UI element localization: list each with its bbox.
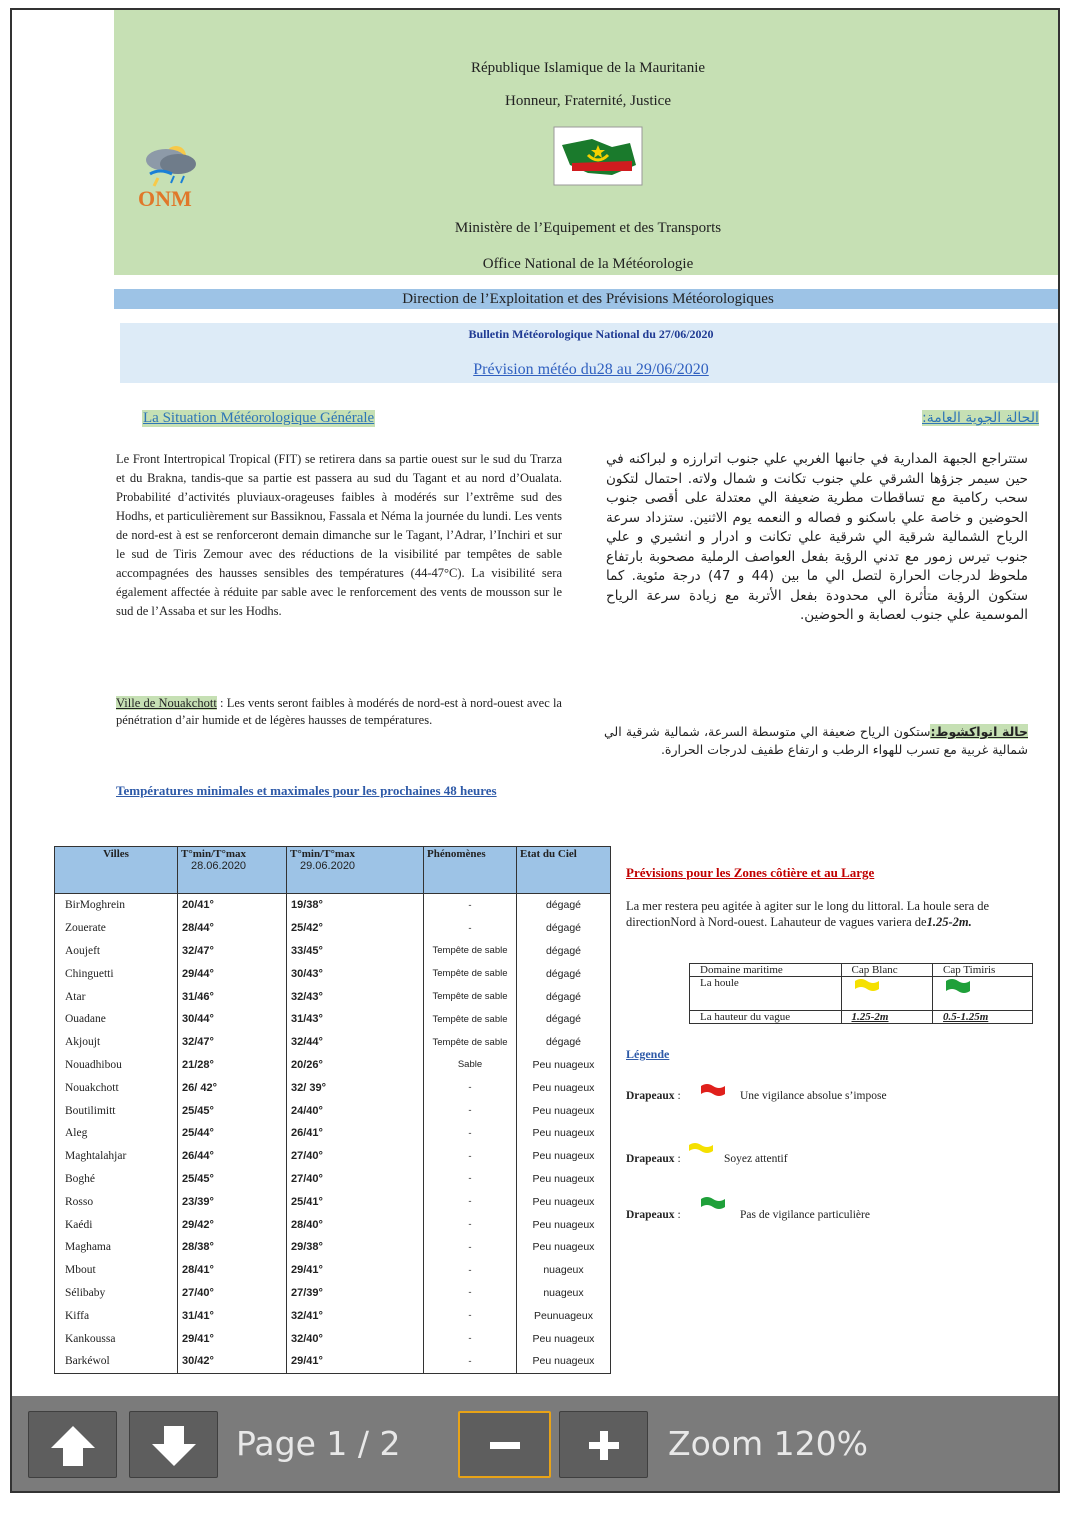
- mauritania-emblem: [552, 125, 644, 187]
- red-flag-icon: [698, 1082, 728, 1098]
- forecast-link[interactable]: Prévision météo du28 au 29/06/2020: [473, 361, 709, 378]
- table-row: [55, 917, 611, 940]
- cell-sky: Peu nuageux: [517, 1145, 611, 1168]
- cell-sky: dégagé: [517, 962, 611, 985]
- cell-city: Mbout: [55, 1259, 178, 1282]
- cell-city: Nouakchott: [55, 1076, 178, 1099]
- next-page-button[interactable]: [129, 1411, 218, 1478]
- cell-temp-day1: 30/44°: [178, 1008, 287, 1031]
- motto: Honneur, Fraternité, Justice: [504, 93, 672, 109]
- cell-temp-day2: 33/45°: [287, 940, 424, 963]
- cell-city: Boutilimitt: [55, 1099, 178, 1122]
- cell-temp-day1: 29/44°: [178, 962, 287, 985]
- maritime-swell-captimiris: [933, 977, 1033, 1011]
- cell-city: Kaédi: [55, 1213, 178, 1236]
- cell-temp-day1: 28/38°: [178, 1236, 287, 1259]
- legend-yellow: Drapeaux : Soyez attentif: [626, 1153, 681, 1165]
- cell-phenomena: Tempête de sable: [424, 985, 517, 1008]
- maritime-swell-label: La houle: [690, 977, 842, 1011]
- cell-sky: dégagé: [517, 1008, 611, 1031]
- cell-phenomena: Sable: [424, 1054, 517, 1077]
- col-header-sky: Etat du Ciel: [517, 847, 611, 894]
- table-row: [55, 940, 611, 963]
- zones-text-wave: 1.25-2m.: [926, 915, 972, 929]
- cell-temp-day2: 32/41°: [287, 1304, 424, 1327]
- document-page: [10, 8, 1060, 1493]
- nouakchott-label-fr: Ville de Nouakchott: [116, 696, 217, 710]
- cell-sky: Peu nuageux: [517, 1327, 611, 1350]
- maritime-row-swell: [690, 977, 1033, 1011]
- situation-title-ar[interactable]: الحالة الجوية العامة:: [922, 410, 1039, 426]
- cell-temp-day1: 25/45°: [178, 1099, 287, 1122]
- cell-temp-day2: 30/43°: [287, 962, 424, 985]
- cell-phenomena: Tempête de sable: [424, 940, 517, 963]
- table-row: [55, 1076, 611, 1099]
- col-header-day1-date: 28.06.2020: [191, 860, 247, 872]
- cell-phenomena: Tempête de sable: [424, 1008, 517, 1031]
- cell-city: Nouadhibou: [55, 1054, 178, 1077]
- cell-temp-day2: 31/43°: [287, 1008, 424, 1031]
- cell-city: Barkéwol: [55, 1350, 178, 1373]
- cell-city: Sélibaby: [55, 1282, 178, 1305]
- table-row: [55, 1054, 611, 1077]
- col-header-day2-label: T°min/T°max: [290, 848, 356, 860]
- cell-phenomena: -: [424, 917, 517, 940]
- table-row: [55, 1122, 611, 1145]
- cell-temp-day1: 20/41°: [178, 894, 287, 917]
- cell-phenomena: -: [424, 1327, 517, 1350]
- nouakchott-body-ar: ستكون الرياح ضعيفة الي متوسطة السرعة، شمالية شرقية الي شمالية غربية مع تسرب للهواء الرطب و ارتفاع طفيف لدرجات الحرارة.: [604, 724, 1028, 757]
- cell-sky: Peu nuageux: [517, 1099, 611, 1122]
- cell-phenomena: -: [424, 1259, 517, 1282]
- zoom-out-button[interactable]: [458, 1411, 551, 1478]
- cell-phenomena: Tempête de sable: [424, 962, 517, 985]
- cell-temp-day2: 26/41°: [287, 1122, 424, 1145]
- cell-city: Rosso: [55, 1190, 178, 1213]
- table-row: [55, 1168, 611, 1191]
- cell-city: Chinguetti: [55, 962, 178, 985]
- cell-sky: Peu nuageux: [517, 1236, 611, 1259]
- cell-city: Zouerate: [55, 917, 178, 940]
- cell-sky: dégagé: [517, 985, 611, 1008]
- cell-phenomena: -: [424, 1213, 517, 1236]
- table-row: [55, 1259, 611, 1282]
- maritime-row-height: [690, 1011, 1033, 1024]
- cell-temp-day1: 31/46°: [178, 985, 287, 1008]
- table-row: [55, 1282, 611, 1305]
- maritime-height-capblanc: 1.25-2m: [841, 1011, 933, 1024]
- zoom-level: Zoom 120%: [668, 1424, 868, 1463]
- table-row: [55, 1008, 611, 1031]
- col-header-city: Villes: [55, 847, 178, 894]
- table-row: [55, 1350, 611, 1373]
- prev-page-button[interactable]: [28, 1411, 117, 1478]
- situation-text-fr: Le Front Intertropical Tropical (FIT) se retirera dans sa partie ouest sur le sud du Trarza et du Brakna, tandis-que sa partie est passera au sud du Tagant et au nord d’Oualata. Probabilité d’activités pluviaux-orageuses faibles à modérés sur l’extrême sud des Hodhs, et particulièrement sur Bassiknou, Fassala et Néma la journée du lundi. Les vents de nord-est à est se renforceront demain dimanche sur le Tagant, l’Adrar, l’Inchiri et sur le sud de Tiris Zemour avec des réductions de la visibilité par tempêtes de sable accompagnées des hausses sensibles des températures (44-47°C). La visibilité sera également affectée à réduite par sable avec le renforcement des vents de mousson sur le sud de l’Assaba et sur les Hodhs.: [116, 452, 562, 618]
- cell-temp-day1: 26/ 42°: [178, 1076, 287, 1099]
- cell-temp-day2: 28/40°: [287, 1213, 424, 1236]
- table-row: [55, 1327, 611, 1350]
- table-row: [55, 1190, 611, 1213]
- cell-phenomena: -: [424, 1168, 517, 1191]
- col-header-day2-date: 29.06.2020: [300, 860, 356, 872]
- cell-phenomena: -: [424, 1282, 517, 1305]
- minus-icon: [460, 1413, 549, 1476]
- cell-temp-day2: 25/41°: [287, 1190, 424, 1213]
- cell-temp-day2: 32/40°: [287, 1327, 424, 1350]
- zoom-in-button[interactable]: [559, 1411, 648, 1478]
- cell-phenomena: -: [424, 894, 517, 917]
- cell-temp-day1: 25/44°: [178, 1122, 287, 1145]
- zones-title[interactable]: Prévisions pour les Zones côtière et au Large: [626, 865, 875, 880]
- cell-phenomena: -: [424, 1099, 517, 1122]
- arrow-up-icon: [29, 1412, 118, 1479]
- zones-text: [626, 898, 1060, 930]
- cell-temp-day2: 29/38°: [287, 1236, 424, 1259]
- cell-sky: dégagé: [517, 894, 611, 917]
- table-row: [55, 1213, 611, 1236]
- cell-phenomena: -: [424, 1350, 517, 1373]
- republic-title: République Islamique de la Mauritanie: [470, 60, 706, 76]
- table-row: [55, 1145, 611, 1168]
- cell-sky: Peu nuageux: [517, 1213, 611, 1236]
- situation-title-fr[interactable]: La Situation Météorologique Générale: [143, 410, 375, 426]
- cell-phenomena: -: [424, 1122, 517, 1145]
- cell-sky: dégagé: [517, 940, 611, 963]
- cell-city: Kankoussa: [55, 1327, 178, 1350]
- col-header-phenomena: Phénomènes: [424, 847, 517, 894]
- col-header-day2: [287, 847, 424, 894]
- situation-text-ar: ستتراجع الجبهة المدارية في جانبها الغربي علي جنوب اترارزه و لبراكنه في حين سيمر جزؤها الشرقي علي جنوب تكانت و شمال ولاته. احتمال لتكون سحب ركامية مع تساقطات مطرية ضعيفة الي معتدلة على أقصى جنوب الحوضين و خاصة علي باسكنو و فصاله و النعمه يوم الاثنين. ستزداد سرعة الرياح الشمالية شرقية الي شرقية علي تكانت و ادرار و انشيري و علي جنوب تيرس زمور مع تدني الرؤية بفعل العواصف الرملية مصحوبة بارتفاع ملحوظ لدرجات الحرارة لتصل الي ما بين (44 و 47) درجة مئوية. كما ستكون الرؤية متأثرة الي محدودة بفعل الأتربة مع زيادة سرعة الرياح الموسمية علي جنوب لعصابة و الحوضين.: [606, 451, 1028, 623]
- legend-red: Drapeaux : Une vigilance absolue s’impose: [626, 1090, 681, 1102]
- cell-sky: dégagé: [517, 917, 611, 940]
- table-row: [55, 1236, 611, 1259]
- cell-temp-day1: 23/39°: [178, 1190, 287, 1213]
- cell-temp-day1: 31/41°: [178, 1304, 287, 1327]
- cell-temp-day1: 25/45°: [178, 1168, 287, 1191]
- ministry-name: Ministère de l’Equipement et des Transports: [454, 220, 722, 236]
- cell-temp-day1: 32/47°: [178, 1031, 287, 1054]
- cell-city: Atar: [55, 985, 178, 1008]
- maritime-table: [689, 963, 1033, 1024]
- maritime-col-captimiris: Cap Timiris: [933, 964, 1033, 977]
- legend-green-prefix: Drapeaux: [626, 1209, 675, 1221]
- cell-temp-day1: 29/41°: [178, 1327, 287, 1350]
- yellow-flag-icon: [686, 1141, 716, 1155]
- nouakchott-text-ar: [604, 723, 1028, 759]
- cell-temp-day2: 20/26°: [287, 1054, 424, 1077]
- legend-green: Drapeaux : Pas de vigilance particulière: [626, 1209, 681, 1221]
- cell-sky: dégagé: [517, 1031, 611, 1054]
- temperatures-body: [55, 894, 611, 1374]
- table-row: [55, 1099, 611, 1122]
- maritime-header-row: [690, 964, 1033, 977]
- legend-red-prefix: Drapeaux: [626, 1090, 675, 1102]
- cell-temp-day2: 32/ 39°: [287, 1076, 424, 1099]
- cell-temp-day1: 28/44°: [178, 917, 287, 940]
- cell-city: Akjoujt: [55, 1031, 178, 1054]
- cell-city: Maghtalahjar: [55, 1145, 178, 1168]
- nouakchott-text-fr: [116, 695, 562, 729]
- cell-phenomena: -: [424, 1145, 517, 1168]
- table-row: [55, 1304, 611, 1327]
- direction-bar: Direction de l’Exploitation et des Prévisions Météorologiques: [114, 289, 1060, 309]
- maritime-swell-capblanc: [841, 977, 933, 1011]
- cell-phenomena: -: [424, 1304, 517, 1327]
- nouakchott-body-fr: : Les vents seront faibles à modérés de nord-est à nord-ouest avec la pénétration d’air humide et de légères hausses de températures.: [116, 696, 562, 727]
- plus-icon: [560, 1412, 649, 1479]
- maritime-col-capblanc: Cap Blanc: [841, 964, 933, 977]
- cell-sky: Peu nuageux: [517, 1122, 611, 1145]
- cell-sky: nuageux: [517, 1282, 611, 1305]
- cell-temp-day2: 32/44°: [287, 1031, 424, 1054]
- cell-temp-day1: 27/40°: [178, 1282, 287, 1305]
- cell-sky: nuageux: [517, 1259, 611, 1282]
- table-row: [55, 1031, 611, 1054]
- viewer-toolbar: [12, 1396, 1060, 1493]
- cell-temp-day1: 26/44°: [178, 1145, 287, 1168]
- cell-temp-day1: 29/42°: [178, 1213, 287, 1236]
- nouakchott-label-ar: حالة انواكشوط:: [930, 724, 1028, 739]
- arrow-down-icon: [130, 1412, 219, 1479]
- cell-temp-day2: 27/40°: [287, 1168, 424, 1191]
- table-header-row: [55, 847, 611, 894]
- cell-sky: Peu nuageux: [517, 1190, 611, 1213]
- cell-temp-day1: 28/41°: [178, 1259, 287, 1282]
- temperatures-title[interactable]: Températures minimales et maximales pour les prochaines 48 heures: [116, 783, 497, 798]
- cell-city: Aoujeft: [55, 940, 178, 963]
- bulletin-title: Bulletin Météorologique National du 27/06/2020: [468, 327, 714, 341]
- cell-temp-day2: 25/42°: [287, 917, 424, 940]
- cell-city: Kiffa: [55, 1304, 178, 1327]
- cell-city: BirMoghrein: [55, 894, 178, 917]
- col-header-day1: [178, 847, 287, 894]
- green-flag-icon: [943, 977, 973, 995]
- cell-temp-day2: 24/40°: [287, 1099, 424, 1122]
- bulletin-box: [120, 323, 1060, 383]
- legend-title[interactable]: Légende: [626, 1047, 670, 1061]
- cell-sky: Peu nuageux: [517, 1350, 611, 1373]
- col-header-day1-label: T°min/T°max: [181, 848, 247, 860]
- cell-phenomena: Tempête de sable: [424, 1031, 517, 1054]
- cell-temp-day2: 29/41°: [287, 1259, 424, 1282]
- yellow-flag-icon: [852, 977, 882, 993]
- cell-city: Maghama: [55, 1236, 178, 1259]
- cell-sky: Peu nuageux: [517, 1076, 611, 1099]
- table-row: [55, 894, 611, 917]
- green-flag-icon: [698, 1195, 728, 1211]
- legend-yellow-prefix: Drapeaux: [626, 1153, 675, 1165]
- cell-phenomena: -: [424, 1076, 517, 1099]
- cell-phenomena: -: [424, 1190, 517, 1213]
- cell-temp-day2: 27/39°: [287, 1282, 424, 1305]
- legend-yellow-text: Soyez attentif: [724, 1153, 788, 1165]
- legend-red-text: Une vigilance absolue s’impose: [740, 1090, 887, 1102]
- cell-temp-day1: 30/42°: [178, 1350, 287, 1373]
- cell-city: Ouadane: [55, 1008, 178, 1031]
- cell-temp-day2: 27/40°: [287, 1145, 424, 1168]
- cell-phenomena: -: [424, 1236, 517, 1259]
- zones-text-body: La mer restera peu agitée à agiter sur le long du littoral. La houle sera de directionNord à Nord-ouest. Lahauteur de vagues variera de: [626, 899, 990, 929]
- cell-temp-day1: 32/47°: [178, 940, 287, 963]
- table-row: [55, 962, 611, 985]
- cell-sky: Peunuageux: [517, 1304, 611, 1327]
- page-indicator: Page 1 / 2: [236, 1424, 401, 1463]
- cell-temp-day2: 32/43°: [287, 985, 424, 1008]
- header-banner: [114, 10, 1060, 275]
- maritime-col-domain: Domaine maritime: [690, 964, 842, 977]
- cell-city: Aleg: [55, 1122, 178, 1145]
- cell-temp-day1: 21/28°: [178, 1054, 287, 1077]
- office-name: Office National de la Météorologie: [482, 256, 694, 272]
- cell-sky: Peu nuageux: [517, 1054, 611, 1077]
- onm-logo-text: ONM: [138, 186, 192, 211]
- table-row: [55, 985, 611, 1008]
- cell-city: Boghé: [55, 1168, 178, 1191]
- onm-logo: [136, 134, 206, 212]
- maritime-height-captimiris: 0.5-1.25m: [933, 1011, 1033, 1024]
- maritime-height-label: La hauteur du vague: [690, 1011, 842, 1024]
- temperatures-table: [54, 846, 611, 1374]
- cell-temp-day2: 29/41°: [287, 1350, 424, 1373]
- cell-sky: Peu nuageux: [517, 1168, 611, 1191]
- cell-temp-day2: 19/38°: [287, 894, 424, 917]
- legend-green-text: Pas de vigilance particulière: [740, 1209, 870, 1221]
